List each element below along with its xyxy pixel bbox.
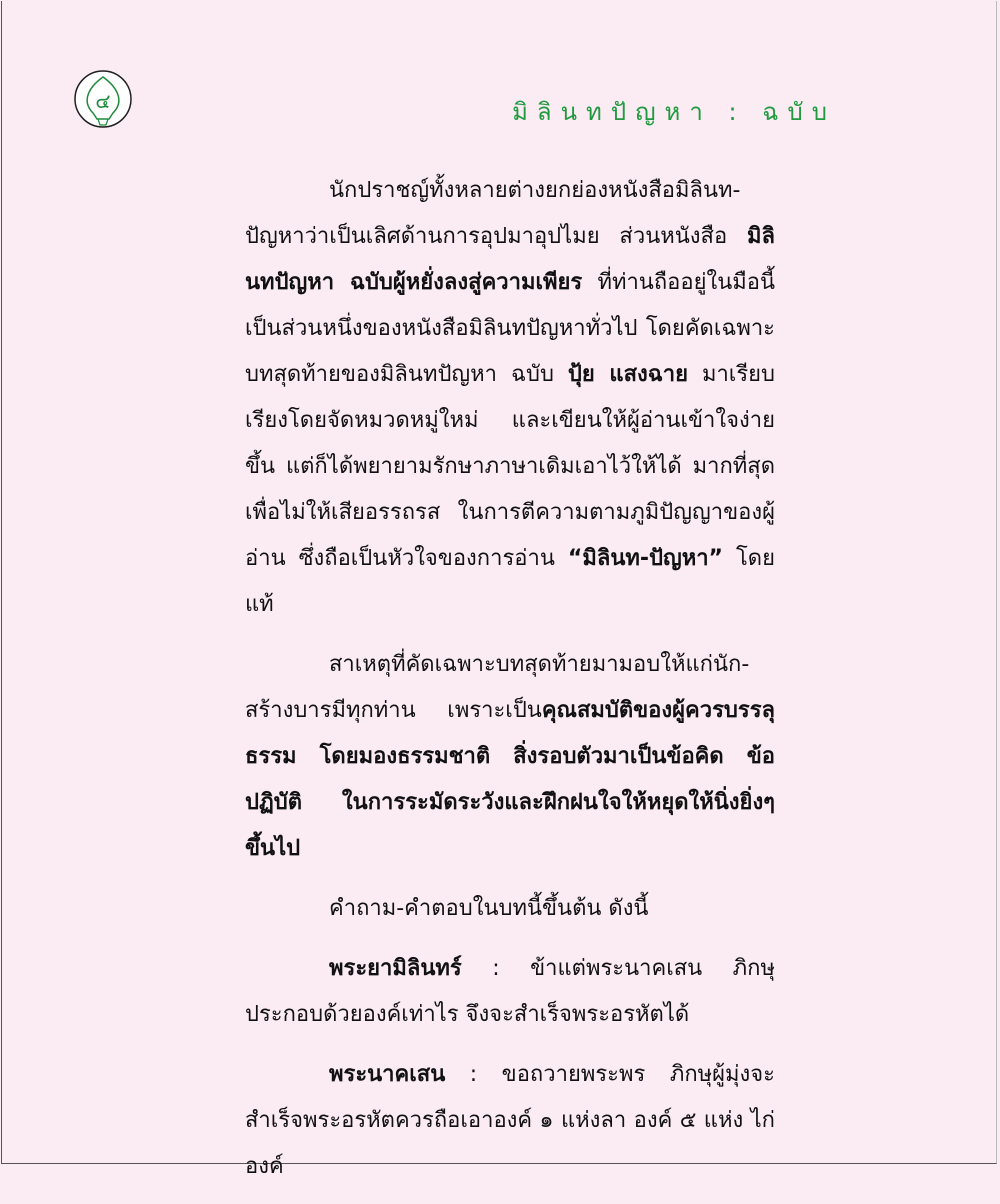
body-paragraph	[245, 946, 775, 1038]
text-run: : ข้าแต่พระนาคเสน ภิกษุประกอบด้วยองค์เท่าไร จึงจะสำเร็จพระอรหัตได้	[245, 956, 775, 1027]
running-header: มิลินทปัญหา : ฉบับ	[512, 98, 836, 126]
bold-text: ปุ้ย แสงฉาย	[567, 362, 688, 387]
bold-text: พระนาคเสน	[329, 1062, 446, 1087]
text-run: คำถาม-คำตอบในบทนี้ขึ้นต้น ดังนี้	[329, 896, 649, 921]
bold-text: “มิลินท-ปัญหา”	[567, 546, 724, 571]
text-run: : ขอถวายพระพร ภิกษุผู้มุ่งจะสำเร็จพระอรหัตควรถือเอาองค์ ๑ แห่งลา องค์ ๕ แห่ง ไก่ องค์	[245, 1062, 775, 1179]
body-paragraph	[245, 886, 775, 932]
bold-text: คุณสมบัติของผู้ควรบรรลุธรรม โดยมองธรรมชาติ สิ่งรอบตัวมาเป็นข้อคิด ข้อปฏิบัติ ในการระมัดระวังและฝึกฝนใจให้หยุดให้นิ่งยิ่งๆ ขึ้นไป	[245, 698, 775, 861]
page-number: ๔	[95, 89, 111, 113]
page-number-badge	[73, 69, 133, 129]
body-paragraph	[245, 642, 775, 872]
text-run: มาเรียบเรียงโดยจัดหมวดหมู่ใหม่ และเขียนให้ผู้อ่านเข้าใจง่ายขึ้น แต่ก็ได้พยายามรักษาภาษาเดิมเอาไว้ให้ได้ มากที่สุด เพื่อไม่ให้เสียอรรถรส ในการตีความตามภูมิปัญญาของผู้อ่าน ซึ่งถือเป็นหัวใจของการอ่าน	[245, 362, 775, 571]
bold-text: พระยามิลินทร์	[329, 956, 462, 981]
text-run: สาเหตุที่คัดเฉพาะบทสุดท้ายมามอบให้แก่นัก-สร้างบารมีทุกท่าน เพราะเป็น	[245, 652, 750, 723]
bold-text: มิลินทปัญหา ฉบับผู้หยั่งลงสู่ความเพียร	[245, 224, 775, 295]
body-paragraph	[245, 168, 775, 628]
body-paragraph	[245, 1052, 775, 1190]
body-text	[245, 168, 775, 1204]
text-run: นักปราชญ์ทั้งหลายต่างยกย่องหนังสือมิลินท-ปัญหาว่าเป็นเลิศด้านการอุปมาอุปไมย ส่วนหนังสือ	[245, 178, 748, 249]
text-run: ที่ท่านถืออยู่ในมือนี้เป็นส่วนหนึ่งของหนังสือมิลินทปัญหาทั่วไป โดยคัดเฉพาะบทสุดท้ายของมิลินทปัญหา ฉบับ	[245, 270, 776, 387]
text-run: โดยแท้	[245, 546, 775, 617]
